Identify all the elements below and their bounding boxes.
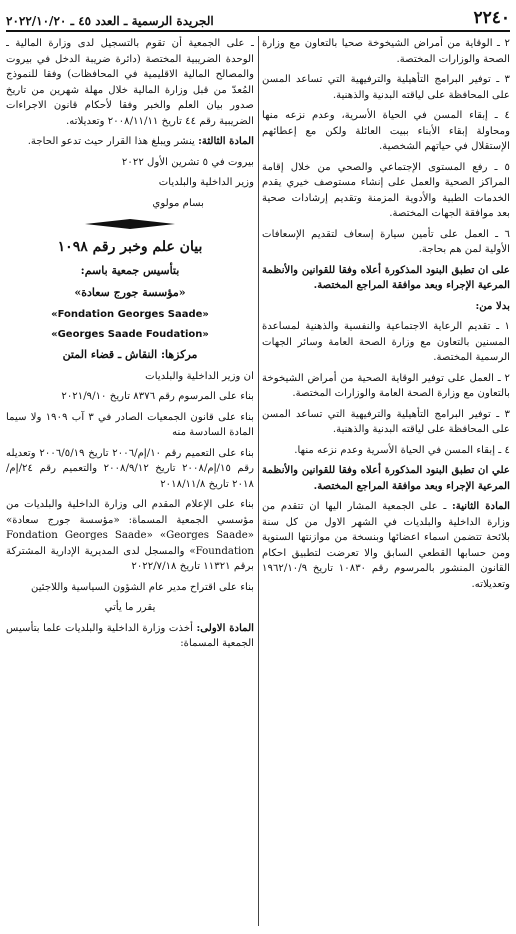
paragraph: ـ على الجمعية أن تقوم بالتسجيل لدى وزارة المالية ـ الوحدة الضريبية المختصة (دائرة ضريبة الدخل في بيروت والمصالح المالية الاقليمية في المحافظات) وفقا للنموذج المُعدّ من قبل وزارة المالية خلال مهلة شهرين من تاريخ صدور بيان العلم والخبر وفقا لأحكام قانون الاجراءات الضريبية رقم ٤٤ تاريخ ٢٠٠٨/١١/١١ وتعديلاته.	[6, 38, 254, 127]
association-name-en: «Georges Saade Foudation»	[51, 328, 209, 340]
paragraph: ٤ ـ إبقاء المسن في الحياة الأسرية، وعدم نزعه منها ومحاولة إبقاء الأبناء ببيت العائلة ولكن مع إعطائهم الإستقلال في حياتهم الشخصية.	[262, 110, 510, 152]
page-header	[6, 4, 510, 32]
paragraph: ٥ ـ رفع المستوى الإجتماعي والصحي من خلال إقامة المراكز الصحية والعمل على إنشاء مستوصف خيري يقدم الخدمات الطبية والأدوية المزمنة وتقديم إرشادات صحية بعد موافقة الجهات المختصة.	[262, 161, 510, 219]
left-column	[6, 36, 254, 926]
page-number: ٢٢٤٠	[473, 8, 510, 28]
bayan-title: بيان علم وخبر رقم ١٠٩٨	[57, 239, 203, 255]
article-label: المادة الثانية:	[452, 500, 510, 512]
paragraph: بناء على قانون الجمعيات الصادر في ٣ آب ١٩٠٩ ولا سيما المادة السادسة منه	[6, 411, 254, 439]
association-name-fr: «Fondation Georges Saade»	[51, 308, 209, 320]
column-divider	[258, 36, 259, 926]
paragraph: بناء على الإعلام المقدم الى وزارة الداخلية والبلديات من مؤسسي الجمعية المسماة: «مؤسسة جورج سعادة» «Fondation Georges Saade» «Georges Saade Foundation» والمسجل لدى المديرية الإدارية المشتركة برقم ١١٣٢١ تاريخ ٢٠٢٢/٧/١٨	[6, 499, 254, 573]
article-text: ينشر ويبلغ هذا القرار حيث تدعو الحاجة.	[27, 136, 199, 147]
article-three	[6, 134, 254, 150]
decision-intro: يقرر ما يأتي	[104, 602, 156, 614]
article-two	[262, 499, 510, 592]
place-date: بيروت في ٥ تشرين الأول ٢٠٢٢	[121, 156, 254, 168]
instead-label: بدلا من:	[475, 299, 510, 312]
divider-ornament-icon	[85, 219, 175, 229]
condition-clause: علي ان تطبق البنود المذكورة أعلاه وفقا للقوانين والأنظمة المرعية الإجراء وبعد موافقة المراجع المختصة.	[262, 464, 510, 492]
article-label: المادة الثالثة:	[198, 135, 254, 147]
paragraph: ٣ ـ توفير البرامج التأهيلية والترفيهية التي تساعد المسن على المحافظة على لياقته البدنية والذهنية.	[262, 74, 510, 101]
paragraph: ٣ ـ توفير البرامج التأهيلية والترفيهية التي تساعد المسن على المحافظة على لياقته البدنية والذهنية.	[262, 408, 510, 435]
headquarters: مركزها: النقاش ـ قضاء المتن	[62, 348, 198, 362]
association-name-ar: «مؤسسة جورج سعادة»	[74, 285, 186, 299]
paragraph: ٦ ـ العمل على تأمين سيارة إسعاف لتقديم الإسعافات الأولية لمن هم بحاجة.	[262, 228, 510, 255]
article-text: أخذت وزارة الداخلية والبلديات علما بتأسيس الجمعية المسماة:	[6, 622, 254, 650]
minister-title: وزير الداخلية والبلديات	[158, 177, 254, 188]
gazette-title: الجريدة الرسمية ـ العدد ٤٥ ـ ٢٠٢٢/١٠/٢٠	[6, 14, 214, 28]
article-one	[6, 621, 254, 652]
bayan-subtitle: بتأسيس جمعية باسم:	[80, 264, 180, 278]
article-label: المادة الاولى:	[196, 621, 254, 634]
paragraph: ١ ـ تقديم الرعاية الاجتماعية والنفسية والذهنية لمساعدة المسنين بالتعاون مع وزارة الصحة العامة وسائر الجهات الرسمية المختصة.	[262, 321, 510, 363]
paragraph: ٢ ـ الوقاية من أمراض الشيخوخة صحيا بالتعاون مع وزارة الصحة والوزارات المختصة.	[262, 38, 510, 65]
paragraph: بناء على المرسوم رقم ٨٣٧٦ تاريخ ٢٠٢١/٩/١٠	[61, 391, 254, 403]
minister-name: بسام مولوي	[152, 197, 204, 209]
section-divider	[6, 219, 254, 229]
paragraph: بناء على اقتراح مدير عام الشؤون السياسية واللاجئين	[30, 581, 254, 593]
paragraph: بناء على التعميم رقم ١٠/إم/٢٠٠٦ تاريخ ٢٠٠٦/٥/١٩ وتعديله رقم ١٥/إم/٢٠٠٨ تاريخ ٢٠٠٨/٩/١٢ والتعميم رقم ٢٤/إم/٢٠١٨ تاريخ ٢٠١٨/١١/٨	[6, 447, 254, 490]
article-text: ـ على الجمعية المشار اليها ان تتقدم من وزارة الداخلية والبلديات في الشهر الاول من كل سنة بلائحة تتضمن اسماء اعضائها وبنسخة من موازنتها السنوية ومن حسابها القطعي السابق والا تعرضت لتطبيق احكام القانون المنشور بالمرسوم رقم ١٠٨٣٠ تاريخ ١٩٦٢/١٠/٩ وتعديلاته.	[262, 501, 510, 590]
paragraph: ان وزير الداخلية والبلديات	[145, 370, 254, 382]
right-column	[262, 36, 510, 926]
condition-clause: على ان تطبق البنود المذكورة أعلاه وفقا للقوانين والأنظمة المرعية الإجراء وبعد موافقة المراجع المختصة.	[262, 263, 510, 291]
paragraph: ٤ ـ إبقاء المسن في الحياة الأسرية وعدم نزعه منها.	[294, 444, 510, 456]
paragraph: ٢ ـ العمل على توفير الوقاية الصحية من أمراض الشيخوخة بالتعاون مع وزارة الصحة العامة والوزارات المختصة.	[262, 372, 510, 399]
